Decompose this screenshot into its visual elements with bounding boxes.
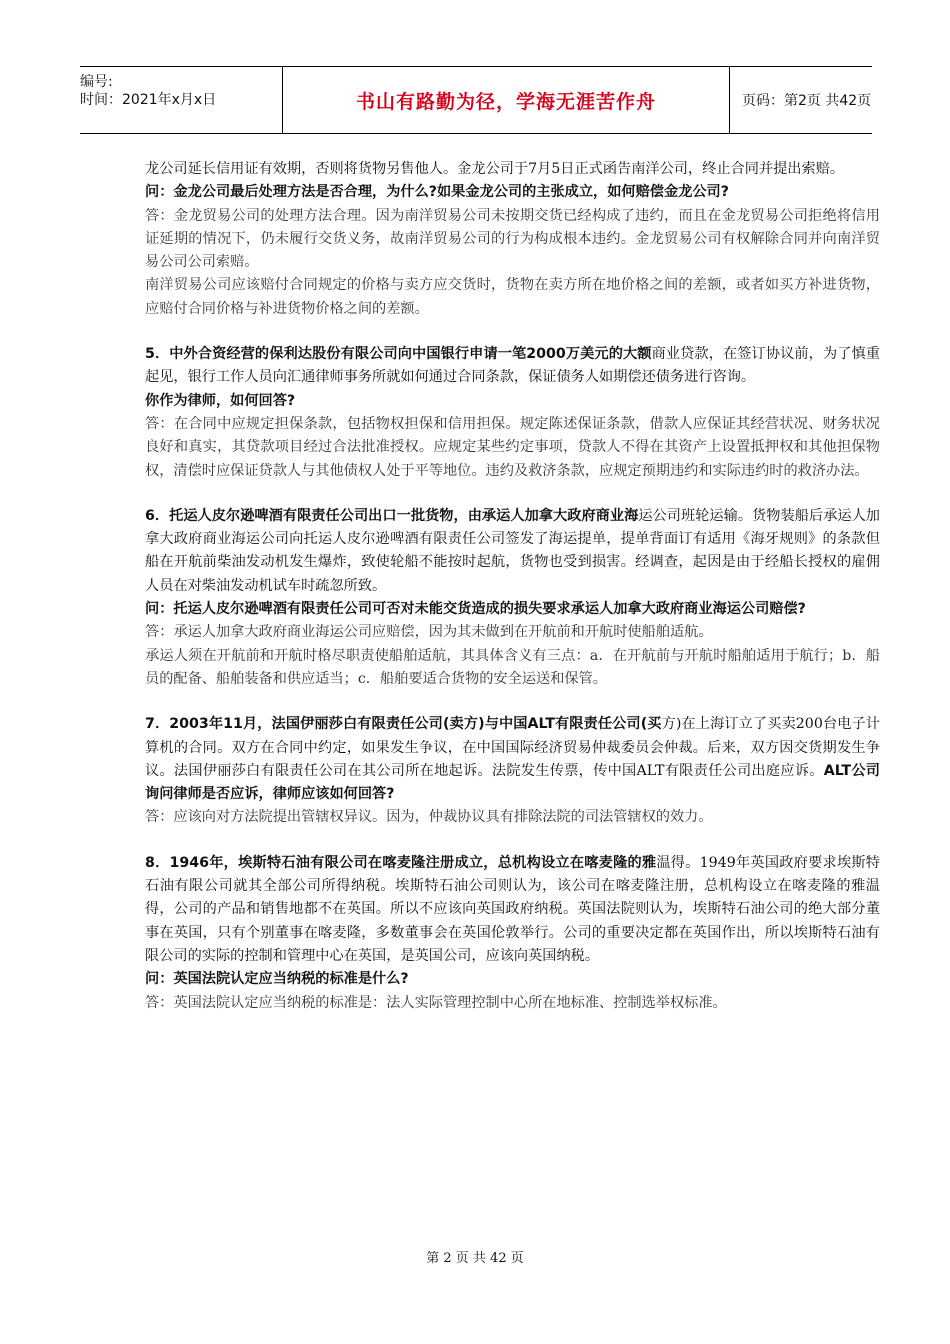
header-page-info: 页码：第2页 共42页 <box>742 93 872 109</box>
question: 问：托运人皮尔逊啤酒有限责任公司可否对未能交货造成的损失要求承运人加拿大政府商业海运公司赔偿? <box>145 601 806 618</box>
case-heading: 5．中外合资经营的保利达股份有限公司向中国银行申请一笔2000万美元的大额 <box>145 346 652 363</box>
answer: 答：英国法院认定应当纳税的标准是：法人实际管理控制中心所在地标准、控制选举权标准。 <box>145 994 727 1011</box>
question: 你作为律师，如何回答? <box>145 392 296 409</box>
case-heading: 8．1946年，埃斯特石油有限公司在喀麦隆注册成立，总机构设立在喀麦隆的雅 <box>145 854 657 871</box>
number-label: 编号: <box>80 74 113 90</box>
page-footer: 第 2 页 共 42 页 <box>426 1251 524 1266</box>
answer: 答：承运人加拿大政府商业海运公司应赔偿，因为其未做到在开航前和开航时使船舶适航。 <box>145 624 713 641</box>
case-8 <box>145 852 880 968</box>
document-body <box>145 158 880 1015</box>
case-7 <box>145 713 880 806</box>
case-text: 温得。1949年英国政府要求埃斯特石油有限公司就其全部公司所得纳税。埃斯特石油公司则认为，该公司在喀麦隆注册，总机构设立在喀麦隆的雅温得，公司的产品和销售地都不在英国。所以不应该向英国政府纳税。英国法院则认为，埃斯特石油公司的绝大部分董事在英国，只有个别董事在喀麦隆，多数董事会在英国伦敦举行。公司的重要决定都在英国作出，所以埃斯特石油有限公司的实际的控制和管理中心在英国，是英国公司，应该向英国纳税。 <box>145 854 880 964</box>
case-text: 商业贷款，在签订协议前，为了慎重起见，银行工作人员向汇通律师事务所就如何通过合同条款，保证债务人如期偿还债务进行咨询。 <box>145 346 880 386</box>
answer: 答：应该向对方法院提出管辖权异议。因为，仲裁协议具有排除法院的司法管辖权的效力。 <box>145 809 713 826</box>
case-6 <box>145 505 880 598</box>
question: ALT公司询问律师是否应诉，律师应该如何回答? <box>145 762 880 803</box>
page-header <box>80 66 872 134</box>
answer: 答：在合同中应规定担保条款，包括物权担保和信用担保。规定陈述保证条款，借款人应保证其经营状况、财务状况良好和真实，其贷款项目经过合法批准授权。应规定某些约定事项，贷款人不得在其资产上设置抵押权和其他担保物权，清偿时应保证贷款人与其他债权人处于平等地位。违约及救济条款，应规定预期违约和实际违约时的救济办法。 <box>145 415 880 479</box>
case-text: 运公司班轮运输。货物装船后承运人加拿大政府商业海运公司向托运人皮尔逊啤酒有限责任公司签发了海运提单，提单背面订有适用《海牙规则》的条款但船在开航前柴油发动机发生爆炸，致使轮船不能按时起航，货物也受到损害。经调查，起因是由于经船长授权的雇佣人员在对柴油发动机试车时疏忽所致。 <box>145 507 880 594</box>
answer: 南洋贸易公司应该赔付合同规定的价格与卖方应交货时，货物在卖方所在地价格之间的差额，或者如买方补进货物，应赔付合同价格与补进货物价格之间的差额。 <box>145 277 880 317</box>
question: 问：英国法院认定应当纳税的标准是什么? <box>145 971 409 988</box>
answer: 承运人须在开航前和开航时格尽职责使船舶适航，其具体含义有三点：a．在开航前与开航时船舶适用于航行；b．船员的配备、船舶装备和供应适当；c．船舶要适合货物的安全运送和保管。 <box>145 647 880 687</box>
header-meta <box>80 67 282 139</box>
case-heading: 6．托运人皮尔逊啤酒有限责任公司出口一批货物，由承运人加拿大政府商业海 <box>145 507 639 524</box>
case-text: 方)在上海订立了买卖200台电子计算机的合同。双方在合同中约定，如果发生争议，在中国国际经济贸易仲裁委员会仲裁。后来，双方因交货期发生争议。法国伊丽莎白有限责任公司在其公司所在地起诉。法院发生传票，传中国ALT有限责任公司出庭应诉。 <box>145 716 880 779</box>
case-heading: 7．2003年11月，法国伊丽莎白有限责任公司(卖方)与中国ALT有限责任公司(买 <box>145 716 662 733</box>
header-motto: 书山有路勤为径，学海无涯苦作舟 <box>282 67 730 133</box>
answer: 答：金龙贸易公司的处理方法合理。因为南洋贸易公司未按期交货已经构成了违约，而且在金龙贸易公司拒绝将信用证延期的情况下，仍未履行交货义务，故南洋贸易公司的行为构成根本违约。金龙贸易公司有权解除合同并向南洋贸易公司公司索赔。 <box>145 207 880 271</box>
case-5 <box>145 343 880 390</box>
time-label: 时间：2021年x月x日 <box>80 92 217 108</box>
paragraph: 龙公司延长信用证有效期，否则将货物另售他人。金龙公司于7月5日正式函告南洋公司，终止合同并提出索赔。 <box>145 161 845 177</box>
question: 问：金龙公司最后处理方法是否合理，为什么?如果金龙公司的主张成立，如何赔偿金龙公司? <box>145 184 729 201</box>
